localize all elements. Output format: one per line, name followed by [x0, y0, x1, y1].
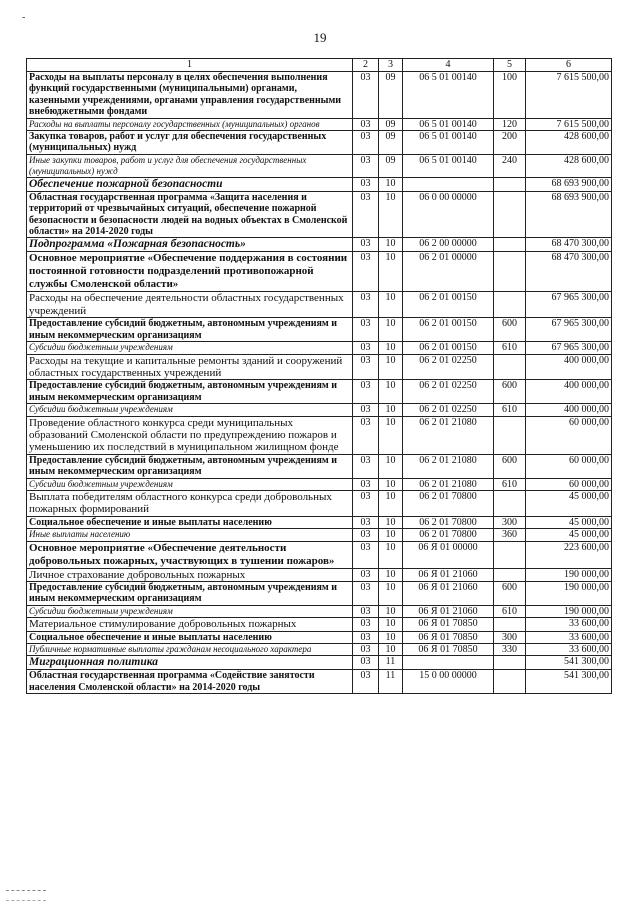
table-row — [27, 404, 612, 416]
row-amount-cell: 541 300,00 — [526, 670, 612, 694]
row-section-cell: 03 — [353, 416, 379, 454]
table-row — [27, 644, 612, 656]
row-amount-cell: 400 000,00 — [526, 354, 612, 380]
row-amount-cell: 400 000,00 — [526, 404, 612, 416]
row-target-code-cell: 06 Я 01 70850 — [403, 644, 494, 656]
row-amount-cell: 68 693 900,00 — [526, 191, 612, 238]
row-section-cell: 03 — [353, 354, 379, 380]
row-section-cell: 03 — [353, 177, 379, 191]
row-section-cell: 03 — [353, 118, 379, 130]
row-target-code-cell: 15 0 00 00000 — [403, 670, 494, 694]
row-amount-cell: 67 965 300,00 — [526, 318, 612, 342]
row-amount-cell: 7 615 500,00 — [526, 72, 612, 119]
row-target-code-cell: 06 5 01 00140 — [403, 118, 494, 130]
row-target-code-cell: 06 2 01 02250 — [403, 380, 494, 404]
row-subsection-cell: 10 — [379, 541, 403, 568]
row-expense-type-cell — [494, 354, 526, 380]
row-amount-cell: 45 000,00 — [526, 490, 612, 516]
row-expense-type-cell: 610 — [494, 478, 526, 490]
row-amount-cell: 68 470 300,00 — [526, 252, 612, 292]
row-name-cell: Обеспечение пожарной безопасности — [27, 177, 353, 191]
row-target-code-cell: 06 Я 01 21060 — [403, 605, 494, 617]
row-name-cell: Субсидии бюджетным учреждениям — [27, 478, 353, 490]
scan-mark: - — [22, 12, 26, 23]
row-section-cell: 03 — [353, 644, 379, 656]
row-name-cell: Субсидии бюджетным учреждениям — [27, 404, 353, 416]
row-target-code-cell: 06 2 00 00000 — [403, 238, 494, 252]
row-expense-type-cell: 610 — [494, 404, 526, 416]
row-target-code-cell: 06 5 01 00140 — [403, 72, 494, 119]
row-expense-type-cell: 600 — [494, 454, 526, 478]
table-row — [27, 568, 612, 581]
row-target-code-cell: 06 5 01 00140 — [403, 131, 494, 155]
row-subsection-cell: 10 — [379, 618, 403, 631]
row-expense-type-cell: 360 — [494, 529, 526, 541]
row-name-cell: Субсидии бюджетным учреждениям — [27, 605, 353, 617]
row-target-code-cell: 06 Я 01 70850 — [403, 618, 494, 631]
row-subsection-cell: 10 — [379, 490, 403, 516]
row-expense-type-cell: 100 — [494, 72, 526, 119]
row-amount-cell: 190 000,00 — [526, 568, 612, 581]
row-name-cell: Иные закупки товаров, работ и услуг для обеспечения государственных (муниципальных) нужд — [27, 154, 353, 177]
row-expense-type-cell — [494, 670, 526, 694]
row-amount-cell: 60 000,00 — [526, 416, 612, 454]
row-subsection-cell: 10 — [379, 529, 403, 541]
table-row — [27, 605, 612, 617]
row-section-cell: 03 — [353, 670, 379, 694]
row-expense-type-cell: 610 — [494, 342, 526, 354]
row-amount-cell: 190 000,00 — [526, 605, 612, 617]
table-row — [27, 238, 612, 252]
row-subsection-cell: 09 — [379, 154, 403, 177]
row-amount-cell: 33 600,00 — [526, 644, 612, 656]
row-target-code-cell: 06 2 01 00000 — [403, 252, 494, 292]
row-subsection-cell: 10 — [379, 454, 403, 478]
row-name-cell: Основное мероприятие «Обеспечение деятельности добровольных пожарных, участвующих в тушении пожаров» — [27, 541, 353, 568]
row-subsection-cell: 10 — [379, 380, 403, 404]
row-section-cell: 03 — [353, 631, 379, 643]
row-subsection-cell: 09 — [379, 118, 403, 130]
row-name-cell: Расходы на обеспечение деятельности областных государственных учреждений — [27, 292, 353, 318]
row-subsection-cell: 10 — [379, 318, 403, 342]
row-subsection-cell: 10 — [379, 191, 403, 238]
row-amount-cell: 60 000,00 — [526, 454, 612, 478]
table-row — [27, 618, 612, 631]
table-row — [27, 670, 612, 694]
row-amount-cell: 7 615 500,00 — [526, 118, 612, 130]
header-col-6: 6 — [526, 59, 612, 72]
row-section-cell: 03 — [353, 131, 379, 155]
footer-rule — [6, 890, 46, 891]
row-target-code-cell: 06 Я 01 00000 — [403, 541, 494, 568]
table-row — [27, 582, 612, 606]
row-section-cell: 03 — [353, 380, 379, 404]
row-target-code-cell: 06 Я 01 21060 — [403, 582, 494, 606]
table-header-row — [27, 59, 612, 72]
row-name-cell: Основное мероприятие «Обеспечение поддержания в состоянии постоянной готовности подразделений противопожарной службы Смоленской области» — [27, 252, 353, 292]
row-section-cell: 03 — [353, 404, 379, 416]
row-expense-type-cell: 330 — [494, 644, 526, 656]
table-row — [27, 631, 612, 643]
row-target-code-cell: 06 2 01 70800 — [403, 516, 494, 528]
row-target-code-cell: 06 Я 01 21060 — [403, 568, 494, 581]
row-amount-cell: 190 000,00 — [526, 582, 612, 606]
row-expense-type-cell — [494, 568, 526, 581]
row-target-code-cell: 06 2 01 00150 — [403, 318, 494, 342]
row-amount-cell: 67 965 300,00 — [526, 292, 612, 318]
row-name-cell: Личное страхование добровольных пожарных — [27, 568, 353, 581]
row-expense-type-cell: 300 — [494, 631, 526, 643]
row-name-cell: Публичные нормативные выплаты гражданам несоциального характера — [27, 644, 353, 656]
row-subsection-cell: 10 — [379, 354, 403, 380]
row-section-cell: 03 — [353, 582, 379, 606]
row-target-code-cell: 06 2 01 21080 — [403, 416, 494, 454]
row-expense-type-cell — [494, 292, 526, 318]
row-section-cell: 03 — [353, 529, 379, 541]
row-subsection-cell: 10 — [379, 516, 403, 528]
row-name-cell: Предоставление субсидий бюджетным, автономным учреждениям и иным некоммерческим организациям — [27, 454, 353, 478]
row-expense-type-cell — [494, 252, 526, 292]
row-subsection-cell: 09 — [379, 131, 403, 155]
table-row — [27, 416, 612, 454]
budget-table — [26, 58, 612, 694]
row-name-cell: Расходы на текущие и капитальные ремонты зданий и сооружений областных государственных учреждений — [27, 354, 353, 380]
row-amount-cell: 33 600,00 — [526, 631, 612, 643]
row-amount-cell: 60 000,00 — [526, 478, 612, 490]
table-row — [27, 342, 612, 354]
row-section-cell: 03 — [353, 292, 379, 318]
row-expense-type-cell: 300 — [494, 516, 526, 528]
row-name-cell: Выплата победителям областного конкурса среди добровольных пожарных формирований — [27, 490, 353, 516]
row-subsection-cell: 10 — [379, 177, 403, 191]
table-row — [27, 191, 612, 238]
row-expense-type-cell — [494, 238, 526, 252]
row-expense-type-cell — [494, 191, 526, 238]
header-col-2: 2 — [353, 59, 379, 72]
row-amount-cell: 400 000,00 — [526, 380, 612, 404]
row-name-cell: Предоставление субсидий бюджетным, автономным учреждениям и иным некоммерческим организациям — [27, 318, 353, 342]
header-col-1: 1 — [27, 59, 353, 72]
row-section-cell: 03 — [353, 605, 379, 617]
row-name-cell: Предоставление субсидий бюджетным, автономным учреждениям и иным некоммерческим организациям — [27, 380, 353, 404]
table-body — [27, 72, 612, 694]
row-target-code-cell: 06 2 01 70800 — [403, 529, 494, 541]
row-subsection-cell: 11 — [379, 670, 403, 694]
row-subsection-cell: 10 — [379, 631, 403, 643]
row-section-cell: 03 — [353, 618, 379, 631]
table-row — [27, 318, 612, 342]
row-expense-type-cell: 610 — [494, 605, 526, 617]
table-row — [27, 529, 612, 541]
row-expense-type-cell — [494, 541, 526, 568]
row-target-code-cell — [403, 656, 494, 670]
row-name-cell: Субсидии бюджетным учреждениям — [27, 342, 353, 354]
row-expense-type-cell: 240 — [494, 154, 526, 177]
row-amount-cell: 428 600,00 — [526, 154, 612, 177]
page-number: 19 — [313, 30, 327, 45]
row-subsection-cell: 10 — [379, 416, 403, 454]
row-amount-cell: 33 600,00 — [526, 618, 612, 631]
row-target-code-cell — [403, 177, 494, 191]
header-col-4: 4 — [403, 59, 494, 72]
table-row — [27, 516, 612, 528]
row-section-cell: 03 — [353, 478, 379, 490]
row-subsection-cell: 10 — [379, 478, 403, 490]
row-amount-cell: 68 693 900,00 — [526, 177, 612, 191]
row-target-code-cell: 06 2 01 21080 — [403, 478, 494, 490]
row-section-cell: 03 — [353, 490, 379, 516]
row-section-cell: 03 — [353, 72, 379, 119]
table-row — [27, 541, 612, 568]
row-name-cell: Областная государственная программа «Защита населения и территорий от чрезвычайных ситуаций, обеспечение пожарной безопасности и безопасности людей на водных объектах в Смоленской области» на 2014-2020 годы — [27, 191, 353, 238]
table-row — [27, 131, 612, 155]
row-target-code-cell: 06 2 01 02250 — [403, 404, 494, 416]
header-col-5: 5 — [494, 59, 526, 72]
row-name-cell: Предоставление субсидий бюджетным, автономным учреждениям и иным некоммерческим организациям — [27, 582, 353, 606]
row-section-cell: 03 — [353, 454, 379, 478]
row-expense-type-cell: 600 — [494, 380, 526, 404]
row-section-cell: 03 — [353, 318, 379, 342]
row-name-cell: Расходы на выплаты персоналу государственных (муниципальных) органов — [27, 118, 353, 130]
row-target-code-cell: 06 2 01 00150 — [403, 342, 494, 354]
row-subsection-cell: 10 — [379, 404, 403, 416]
row-target-code-cell: 06 5 01 00140 — [403, 154, 494, 177]
table-row — [27, 478, 612, 490]
table-row — [27, 177, 612, 191]
table-row — [27, 252, 612, 292]
row-target-code-cell: 06 Я 01 70850 — [403, 631, 494, 643]
table-row — [27, 72, 612, 119]
row-expense-type-cell: 200 — [494, 131, 526, 155]
row-name-cell: Расходы на выплаты персоналу в целях обеспечения выполнения функций государственными (муниципальными) органами, казенными учреждениями, органами управления государственными внебюджетными фондами — [27, 72, 353, 119]
row-target-code-cell: 06 2 01 70800 — [403, 490, 494, 516]
row-section-cell: 03 — [353, 568, 379, 581]
table-row — [27, 292, 612, 318]
row-subsection-cell: 09 — [379, 72, 403, 119]
row-section-cell: 03 — [353, 656, 379, 670]
row-amount-cell: 223 600,00 — [526, 541, 612, 568]
row-name-cell: Миграционная политика — [27, 656, 353, 670]
row-target-code-cell: 06 2 01 00150 — [403, 292, 494, 318]
header-col-3: 3 — [379, 59, 403, 72]
row-expense-type-cell — [494, 656, 526, 670]
row-amount-cell: 67 965 300,00 — [526, 342, 612, 354]
row-amount-cell: 541 300,00 — [526, 656, 612, 670]
row-expense-type-cell — [494, 618, 526, 631]
table-row — [27, 154, 612, 177]
row-expense-type-cell — [494, 177, 526, 191]
row-name-cell: Областная государственная программа «Содействие занятости населения Смоленской области» на 2014-2020 годы — [27, 670, 353, 694]
row-name-cell: Иные выплаты населению — [27, 529, 353, 541]
row-section-cell: 03 — [353, 516, 379, 528]
table-row — [27, 354, 612, 380]
row-target-code-cell: 06 2 01 02250 — [403, 354, 494, 380]
table-row — [27, 490, 612, 516]
row-subsection-cell: 10 — [379, 644, 403, 656]
row-subsection-cell: 10 — [379, 252, 403, 292]
row-section-cell: 03 — [353, 342, 379, 354]
row-expense-type-cell — [494, 490, 526, 516]
row-name-cell: Подпрограмма «Пожарная безопасность» — [27, 238, 353, 252]
table-row — [27, 454, 612, 478]
row-section-cell: 03 — [353, 252, 379, 292]
row-subsection-cell: 10 — [379, 605, 403, 617]
table-row — [27, 118, 612, 130]
row-target-code-cell: 06 0 00 00000 — [403, 191, 494, 238]
row-amount-cell: 45 000,00 — [526, 529, 612, 541]
footer-rule-2 — [6, 900, 46, 901]
row-expense-type-cell — [494, 416, 526, 454]
row-name-cell: Закупка товаров, работ и услуг для обеспечения государственных (муниципальных) нужд — [27, 131, 353, 155]
row-name-cell: Проведение областного конкурса среди муниципальных образований Смоленской области по предупреждению пожаров и уменьшению их последствий в муниципальном жилищном фонде — [27, 416, 353, 454]
row-name-cell: Социальное обеспечение и иные выплаты населению — [27, 516, 353, 528]
row-expense-type-cell: 600 — [494, 582, 526, 606]
row-subsection-cell: 10 — [379, 238, 403, 252]
row-subsection-cell: 10 — [379, 582, 403, 606]
row-amount-cell: 68 470 300,00 — [526, 238, 612, 252]
row-section-cell: 03 — [353, 541, 379, 568]
row-section-cell: 03 — [353, 154, 379, 177]
row-target-code-cell: 06 2 01 21080 — [403, 454, 494, 478]
row-amount-cell: 45 000,00 — [526, 516, 612, 528]
table-row — [27, 380, 612, 404]
row-subsection-cell: 10 — [379, 342, 403, 354]
row-name-cell: Материальное стимулирование добровольных пожарных — [27, 618, 353, 631]
row-subsection-cell: 10 — [379, 292, 403, 318]
row-subsection-cell: 11 — [379, 656, 403, 670]
row-section-cell: 03 — [353, 238, 379, 252]
table-row — [27, 656, 612, 670]
row-subsection-cell: 10 — [379, 568, 403, 581]
row-section-cell: 03 — [353, 191, 379, 238]
row-expense-type-cell: 120 — [494, 118, 526, 130]
row-amount-cell: 428 600,00 — [526, 131, 612, 155]
row-name-cell: Социальное обеспечение и иные выплаты населению — [27, 631, 353, 643]
row-expense-type-cell: 600 — [494, 318, 526, 342]
